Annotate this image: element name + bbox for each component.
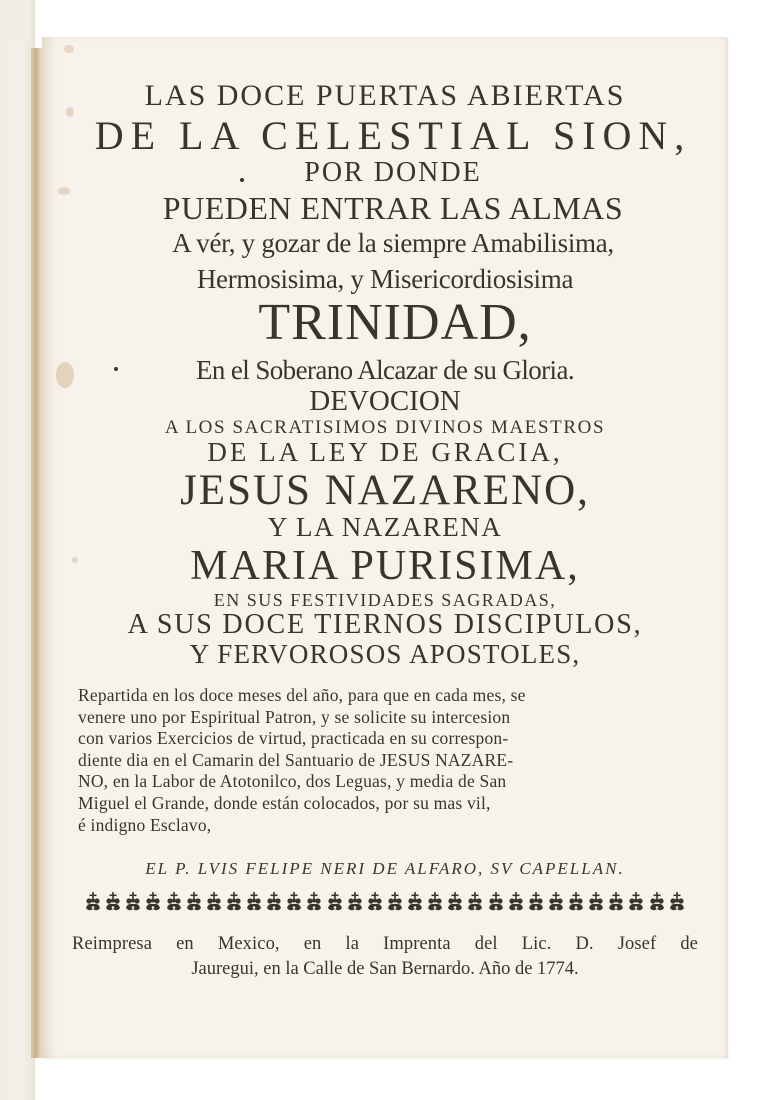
title-line-1: LAS DOCE PUERTAS ABIERTAS (144, 79, 626, 112)
fleuron-icon (85, 892, 101, 914)
fleuron-icon (266, 892, 282, 914)
fleuron-ornament-row (85, 890, 685, 916)
fleuron-icon (488, 892, 504, 914)
title-line-9: DEVOCION (309, 385, 461, 417)
fleuron-icon (105, 892, 121, 914)
fleuron-icon (186, 892, 202, 914)
fleuron-icon (528, 892, 544, 914)
imprint-line-2: Jauregui, en la Calle de San Bernardo. Año de 1774. (191, 959, 579, 979)
imprint-line-1: Reimpresa en Mexico, en la Imprenta del Lic. D. Josef de (72, 934, 698, 954)
fleuron-icon (246, 892, 262, 914)
fleuron-icon (628, 892, 644, 914)
title-line-11: DE LA LEY DE GRACIA, (207, 437, 563, 467)
fleuron-icon (206, 892, 222, 914)
title-line-16: A SUS DOCE TIERNOS DISCIPULOS, (127, 609, 643, 640)
description-line: venere uno por Espiritual Patron, y se solicite su intercesion (78, 706, 511, 727)
fleuron-icon (125, 892, 141, 914)
title-line-12: JESUS NAZARENO, (180, 467, 590, 514)
fleuron-icon (608, 892, 624, 914)
fleuron-icon (588, 892, 604, 914)
description-line: é indigno Esclavo, (78, 814, 212, 835)
title-line-15: EN SUS FESTIVIDADES SAGRADAS, (213, 590, 557, 610)
fleuron-icon (387, 892, 403, 914)
title-line-14: MARIA PURISIMA, (190, 543, 580, 589)
decorative-dot (240, 178, 244, 182)
title-line-17: Y FERVOROSOS APOSTOLES, (189, 639, 581, 669)
cover-top (0, 0, 30, 40)
fleuron-icon (427, 892, 443, 914)
fleuron-icon (447, 892, 463, 914)
fleuron-icon (467, 892, 483, 914)
title-line-8: En el Soberano Alcazar de su Gloria. (195, 355, 574, 385)
author-line: EL P. LVIS FELIPE NERI DE ALFARO, SV CAPELLAN. (145, 859, 625, 878)
title-line-3: POR DONDE (304, 157, 482, 188)
title-line-5: A vér, y gozar de la siempre Amabilisima, (172, 228, 614, 258)
book-cover-edge (0, 0, 35, 1100)
fleuron-icon (327, 892, 343, 914)
description-line: Repartida en los doce meses del año, para que en cada mes, se (78, 685, 526, 705)
fleuron-icon (548, 892, 564, 914)
fleuron-icon (306, 892, 322, 914)
title-line-13: Y LA NAZARENA (267, 512, 503, 542)
title-line-4: PUEDEN ENTRAR LAS ALMAS (162, 190, 624, 226)
fleuron-icon (166, 892, 182, 914)
fleuron-icon (347, 892, 363, 914)
description-line: diente dia en el Camarin del Santuario de JESUS NAZARE- (78, 749, 514, 770)
fleuron-icon (145, 892, 161, 914)
description-line: Miguel el Grande, donde están colocados, por su mas vil, (78, 792, 491, 813)
fleuron-icon (669, 892, 685, 914)
fleuron-icon (649, 892, 665, 914)
fleuron-icon (367, 892, 383, 914)
fleuron-icon (568, 892, 584, 914)
fleuron-icon (286, 892, 302, 914)
description-line: con varios Exercicios de virtud, practicada en su correspon- (78, 728, 509, 749)
description-paragraph (78, 685, 692, 836)
title-line-10: A LOS SACRATISIMOS DIVINOS MAESTROS (164, 417, 606, 438)
foxing-spot (64, 45, 74, 53)
title-line-2: DE LA CELESTIAL SION, (94, 113, 692, 158)
description-line: NO, en la Labor de Atotonilco, dos Leguas, y media de San (78, 771, 507, 792)
title-line-6: Hermosisima, y Misericordiosisima (196, 264, 574, 294)
fleuron-icon (226, 892, 242, 914)
fleuron-icon (508, 892, 524, 914)
title-line-7: TRINIDAD, (258, 294, 532, 351)
fleuron-icon (407, 892, 423, 914)
